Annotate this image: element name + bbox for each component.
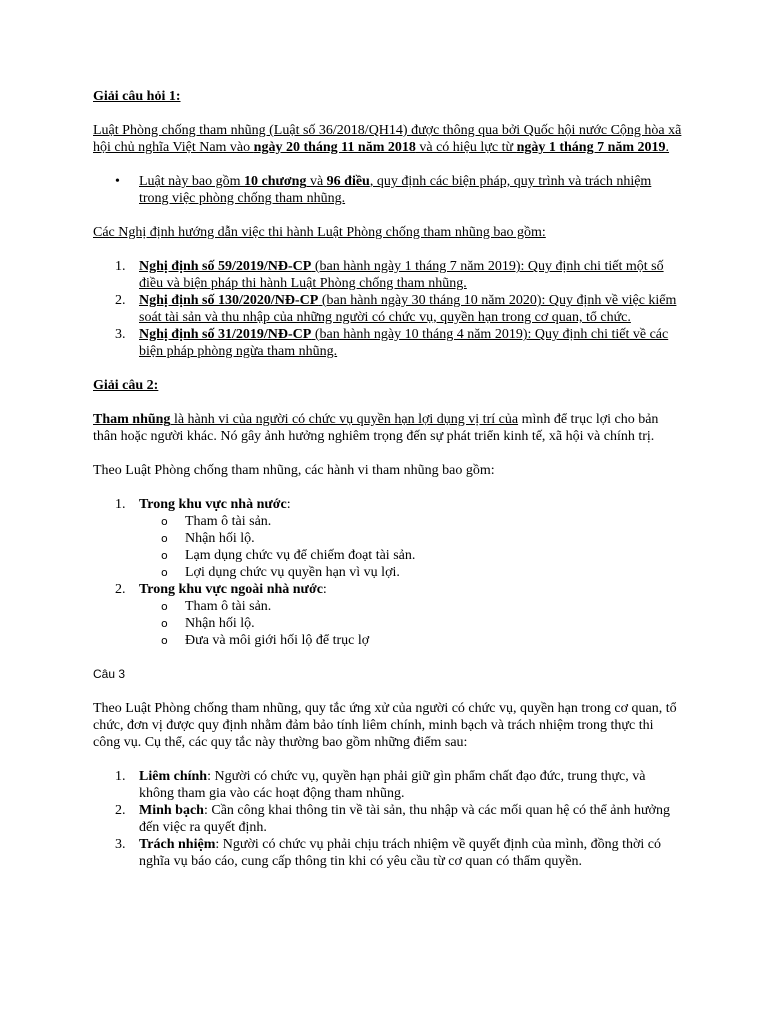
- list-item: o Tham ô tài sản.: [161, 514, 272, 529]
- list-item: 2. Trong khu vực ngoài nhà nước: o Tham ô tài sản. o Nhận hối lộ. o Đưa và môi giới hối lộ để trục lợ: [93, 581, 683, 649]
- bullet-icon: •: [115, 174, 120, 189]
- list-item: o Đưa và môi giới hối lộ để trục lợ: [161, 633, 370, 648]
- rules-list: [93, 768, 683, 870]
- list-item: 2. Minh bạch: Cần công khai thông tin về tài sản, thu nhập và các mối quan hệ có thể ảnh hưởng đến việc ra quyết định.: [115, 803, 670, 835]
- list-item: o Nhận hối lộ.: [161, 531, 255, 546]
- list-item: 1. Liêm chính: Người có chức vụ, quyền hạn phải giữ gìn phẩm chất đạo đức, trung thực, và không tham gia vào các hoạt động tham nhũng.: [115, 769, 646, 801]
- circle-bullet-icon: o: [161, 600, 168, 613]
- q3-label: Câu 3: [93, 667, 126, 681]
- q1-intro: Luật Phòng chống tham nhũng (Luật số 36/2018/QH14) được thông qua bởi Quốc hội nước Cộng hòa xã hội chủ nghĩa Việt Nam vào ngày 20 tháng 11 năm 2018 và có hiệu lực từ ngày 1 tháng 7 năm 2019.: [93, 123, 682, 155]
- q2-heading: Giải câu 2:: [93, 378, 159, 393]
- q1-heading: Giải câu hỏi 1:: [93, 89, 181, 104]
- list-item: 1. Trong khu vực nhà nước: o Tham ô tài sản. o Nhận hối lộ. o Lạm dụng chức vụ để chiếm đoạt tài sản. o Lợi dụng chức vụ quyền hạn vì vụ lợi.: [93, 496, 683, 581]
- q3-intro: Theo Luật Phòng chống tham nhũng, quy tắc ứng xử của người có chức vụ, quyền hạn trong cơ quan, tổ chức, đơn vị được quy định nhằm đảm bảo tính liêm chính, minh bạch và trách nhiệm trong thực thi công vụ. Cụ thể, các quy tắc này thường bao gồm những điểm sau:: [93, 701, 677, 750]
- document-page: [93, 88, 683, 887]
- list-item: 3. Trách nhiệm: Người có chức vụ phải chịu trách nhiệm về quyết định của mình, đồng thời có nghĩa vụ báo cáo, cung cấp thông tin khi có yêu cầu từ cơ quan có thẩm quyền.: [115, 837, 661, 869]
- corruption-definition: Tham nhũng là hành vi của người có chức vụ quyền hạn lợi dụng vị trí của mình để trục lợi cho bản thân hoặc người khác. Nó gây ảnh hưởng nghiêm trọng đến sự phát triển kinh tế, xã hội và chính trị.: [93, 412, 659, 444]
- decrees-intro: Các Nghị định hướng dẫn việc thi hành Luật Phòng chống tham nhũng bao gồm:: [93, 225, 546, 240]
- q1-bullet-list: [93, 173, 683, 207]
- list-item: o Lạm dụng chức vụ để chiếm đoạt tài sản.: [161, 548, 416, 563]
- list-item: 2. Nghị định số 130/2020/NĐ-CP (ban hành ngày 30 tháng 10 năm 2020): Quy định về việc kiểm soát tài sản và thu nhập của những người có chức vụ, quyền hạn trong cơ quan, tổ chức.: [115, 293, 677, 325]
- list-item: 1. Nghị định số 59/2019/NĐ-CP (ban hành ngày 1 tháng 7 năm 2019): Quy định chi tiết một số điều và biện pháp thi hành Luật Phòng chống tham nhũng.: [115, 259, 664, 291]
- circle-bullet-icon: o: [161, 617, 168, 630]
- circle-bullet-icon: o: [161, 566, 168, 579]
- acts-list: [93, 496, 683, 649]
- circle-bullet-icon: o: [161, 549, 168, 562]
- list-item: 3. Nghị định số 31/2019/NĐ-CP (ban hành ngày 10 tháng 4 năm 2019): Quy định chi tiết về các biện pháp phòng ngừa tham nhũng.: [115, 327, 669, 359]
- list-item: • Luật này bao gồm 10 chương và 96 điều, quy định các biện pháp, quy trình và trách nhiệm trong việc phòng chống tham nhũng.: [115, 174, 652, 206]
- acts-intro: Theo Luật Phòng chống tham nhũng, các hành vi tham nhũng bao gồm:: [93, 463, 495, 478]
- circle-bullet-icon: o: [161, 532, 168, 545]
- decrees-list: [93, 258, 683, 360]
- circle-bullet-icon: o: [161, 515, 168, 528]
- list-item: o Nhận hối lộ.: [161, 616, 255, 631]
- list-item: o Tham ô tài sản.: [161, 599, 272, 614]
- circle-bullet-icon: o: [161, 634, 168, 647]
- list-item: o Lợi dụng chức vụ quyền hạn vì vụ lợi.: [161, 565, 400, 580]
